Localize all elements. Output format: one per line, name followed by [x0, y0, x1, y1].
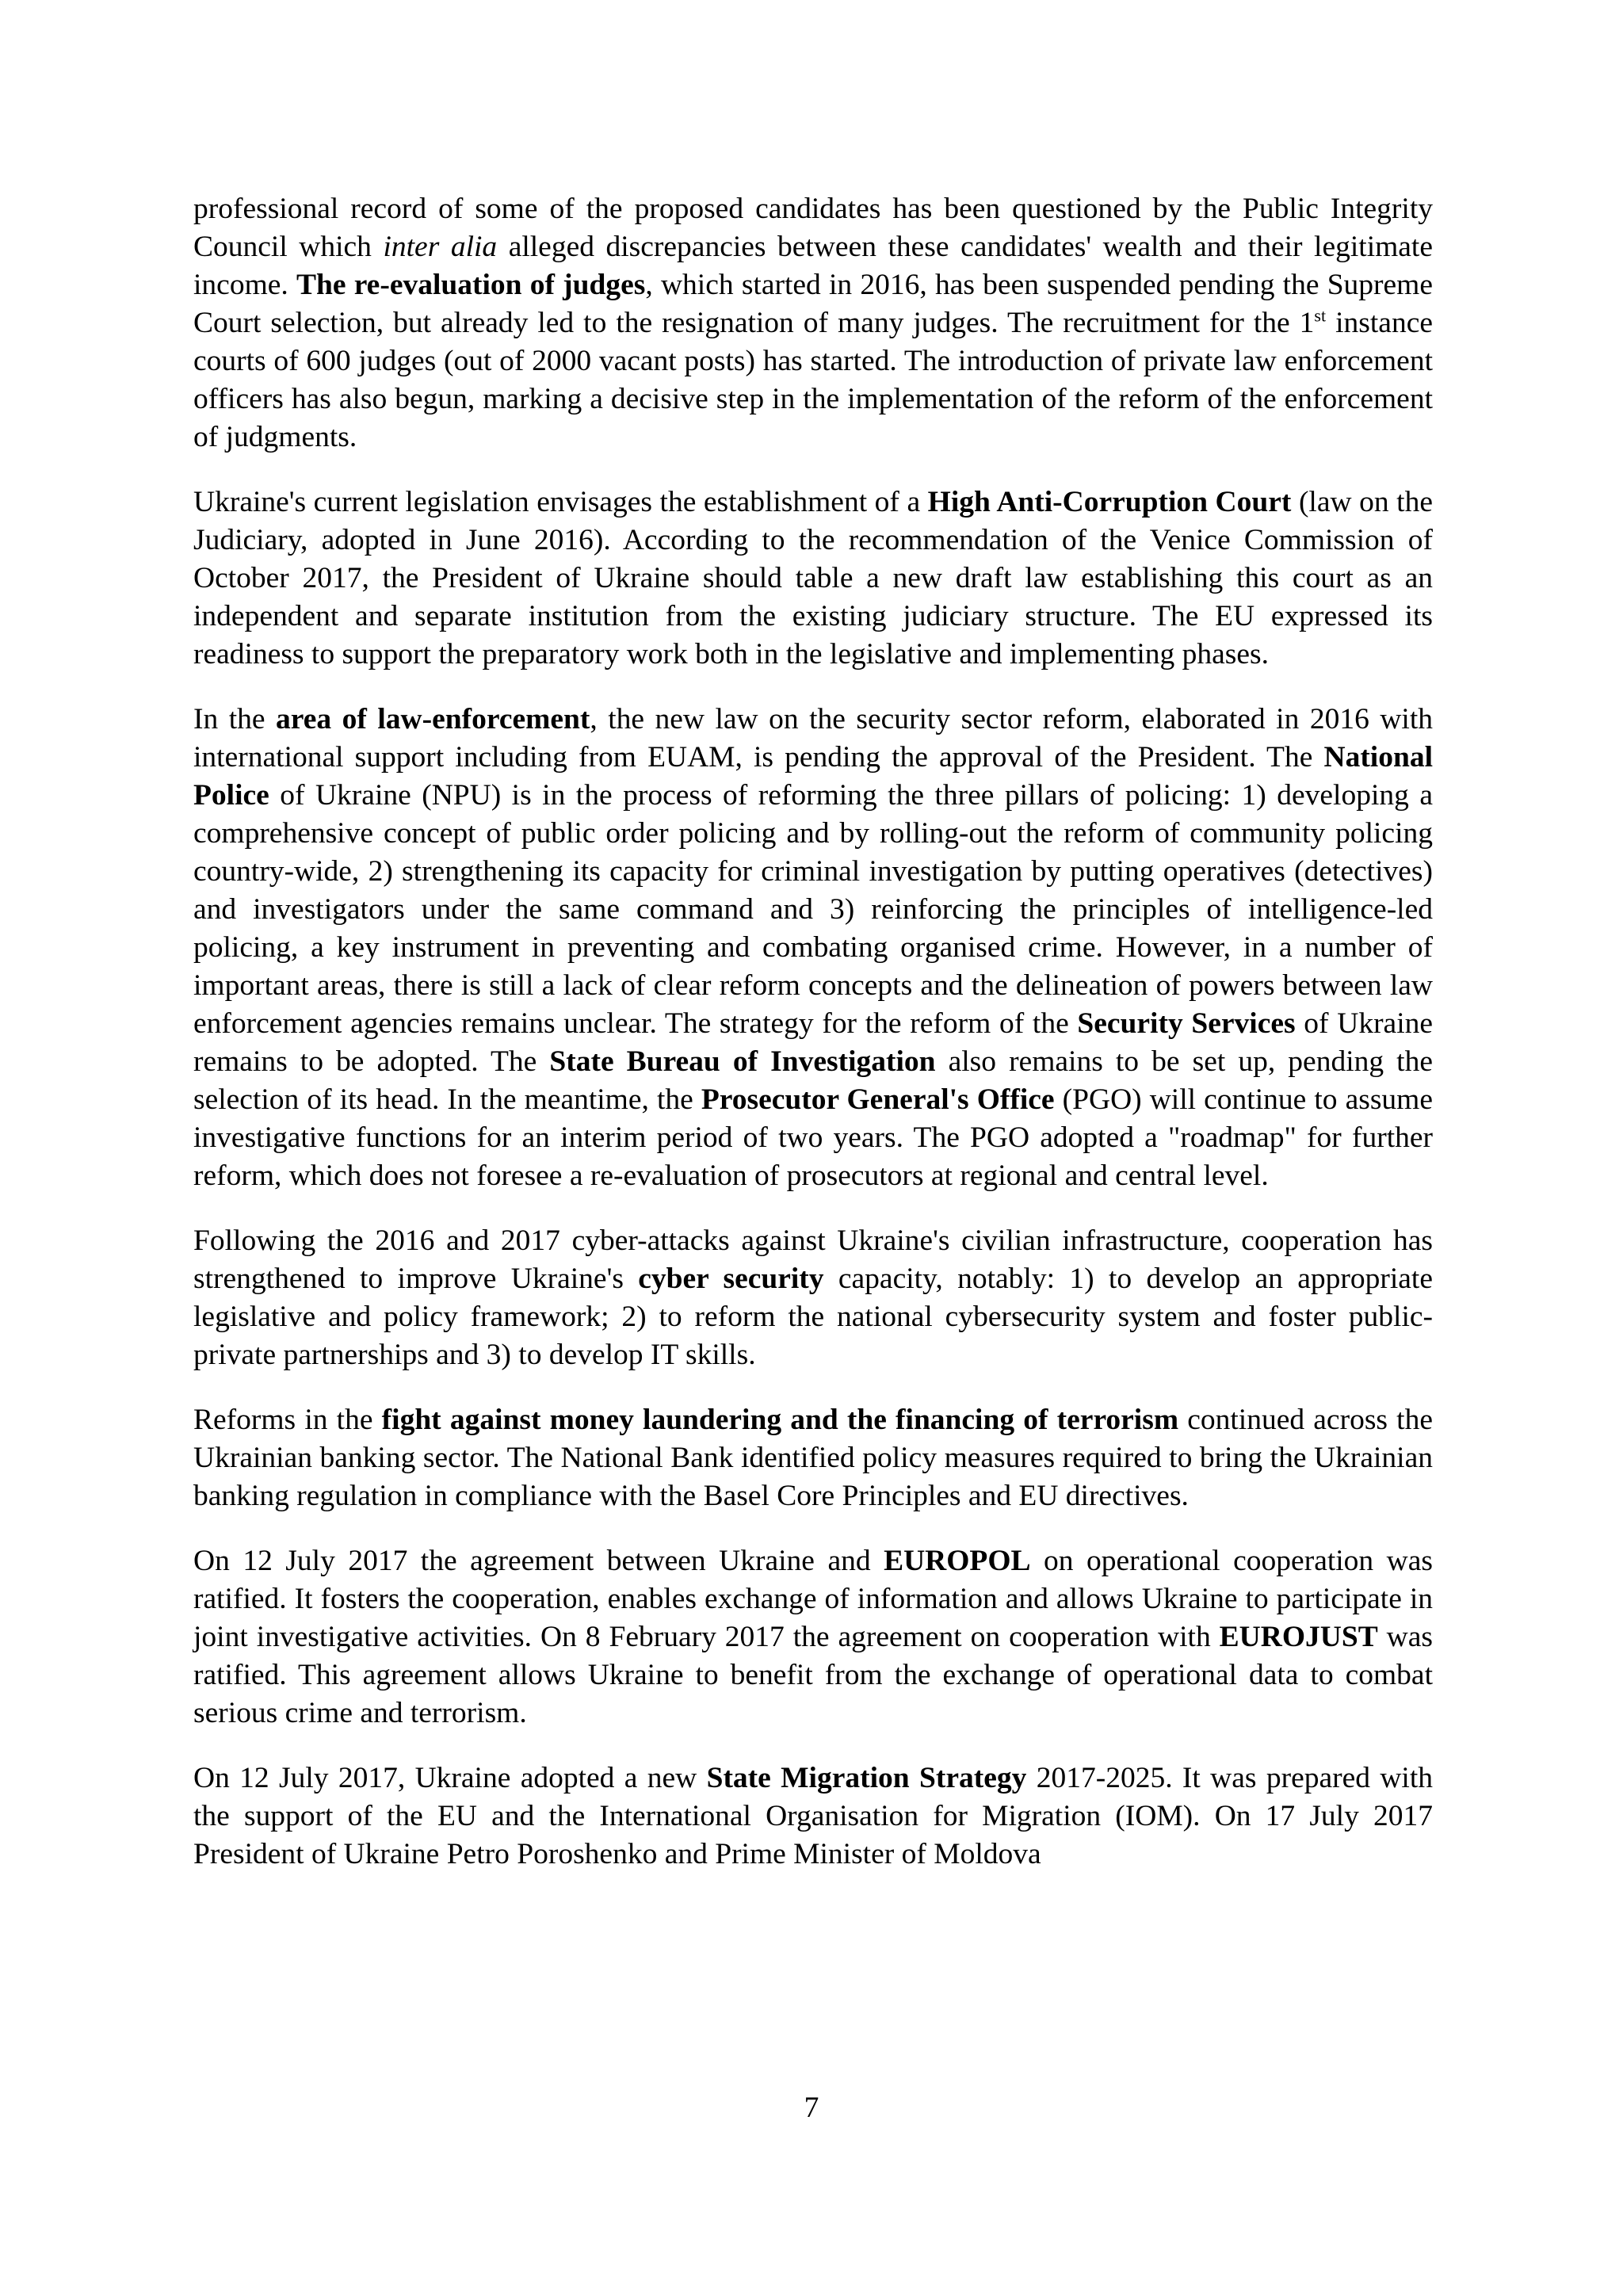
text-run: (PGO) will continue to assume investigative functions for an interim period of two years. The PGO adopted a "roadmap" for further reform, which does not foresee a re-evaluation of prosecutors at regional and central level. — [193, 1083, 1433, 1192]
text-run: instance courts of 600 judges (out of 2000 vacant posts) has started. The introduction of private law enforcement officers has also begun, marking a decisive step in the implementation of the reform of the enforcement of judgments. — [193, 307, 1433, 453]
text-run: on operational cooperation was ratified. It fosters the cooperation, enables exchange of information and allows Ukraine to participate in joint investigative activities. On 8 February 2017 the agreement on cooperation with — [193, 1545, 1433, 1653]
text-run: , which started in 2016, has been suspended pending the Supreme Court selection, but already led to the resignation of many judges. The recruitment for the 1 — [193, 269, 1433, 339]
paragraph-anti-corruption-court — [193, 483, 1433, 674]
text-run: Reforms in the — [193, 1404, 382, 1436]
text-run: (law on the Judiciary, adopted in June 2016). According to the recommendation of the Venice Commission of October 2017, the President of Ukraine should table a new draft law establishing this court as an independent and separate institution from the existing judiciary structure. The EU expressed its readiness to support the preparatory work both in the legislative and implementing phases. — [193, 486, 1433, 670]
bold-term: National Police — [193, 741, 1433, 812]
text-run: continued across the Ukrainian banking sector. The National Bank identified policy measures required to bring the Ukrainian banking regulation in compliance with the Basel Core Principles and EU directives. — [193, 1404, 1433, 1512]
italic-term: inter alia — [383, 231, 498, 263]
text-run: of Ukraine remains to be adopted. The — [193, 1007, 1434, 1078]
paragraph-law-enforcement — [193, 701, 1433, 1195]
text-run: Ukraine's current legislation envisages the establishment of a — [193, 486, 928, 518]
bold-term: EUROJUST — [1219, 1621, 1378, 1653]
text-run: , the new law on the security sector reform, elaborated in 2016 with international support including from EUAM, is pending the approval of the President. The — [193, 703, 1433, 774]
page-number: 7 — [804, 2092, 819, 2124]
text-run: Following the 2016 and 2017 cyber-attacks against Ukraine's civilian infrastructure, cooperation has strengthened to improve Ukraine's — [193, 1224, 1433, 1295]
bold-term: area of law-enforcement — [276, 703, 590, 735]
bold-term: cyber security — [638, 1263, 824, 1295]
text-run: alleged discrepancies between these candidates' wealth and their legitimate income. — [193, 231, 1433, 301]
text-run: 2017-2025. It was prepared with the support of the EU and the International Organisation for Migration (IOM). On 17 July 2017 President of Ukraine Petro Poroshenko and Prime Minister of Moldova — [193, 1762, 1433, 1870]
bold-term: The re-evaluation of judges — [296, 269, 646, 301]
superscript: st — [1314, 305, 1327, 326]
text-run: also remains to be set up, pending the selection of its head. In the meantime, the — [193, 1045, 1433, 1116]
paragraph-migration-strategy — [193, 1759, 1433, 1874]
text-run: professional record of some of the proposed candidates has been questioned by the Public Integrity Council which — [193, 193, 1433, 263]
body-text — [193, 190, 1433, 1874]
bold-term: State Migration Strategy — [706, 1762, 1027, 1794]
bold-term: State Bureau of Investigation — [549, 1045, 936, 1078]
text-run: On 12 July 2017, Ukraine adopted a new — [193, 1762, 707, 1794]
paragraph-cyber-security — [193, 1222, 1433, 1374]
text-run: of Ukraine (NPU) is in the process of reforming the three pillars of policing: 1) developing a comprehensive concept of public order policing and by rolling-out the reform of community policing country-wide, 2) strengthening its capacity for criminal investigation by putting operatives (detectives) and investigators under the same command and 3) reinforcing the principles of intelligence-led policing, a key instrument in preventing and combating organised crime. However, in a number of important areas, there is still a lack of clear reform concepts and the delineation of powers between law enforcement agencies remains unclear. The strategy for the reform of the — [193, 779, 1433, 1040]
text-run: was ratified. This agreement allows Ukraine to benefit from the exchange of operational data to combat serious crime and terrorism. — [193, 1621, 1433, 1729]
bold-term: Prosecutor General's Office — [701, 1083, 1055, 1116]
paragraph-europol-eurojust — [193, 1542, 1433, 1733]
bold-term: EUROPOL — [884, 1545, 1031, 1577]
bold-term: Security Services — [1077, 1007, 1296, 1040]
text-run: capacity, notably: 1) to develop an appropriate legislative and policy framework; 2) to reform the national cybersecurity system and foster public-private partnerships and 3) to develop IT skills. — [193, 1263, 1433, 1371]
bold-term: fight against money laundering and the financing of terrorism — [381, 1404, 1179, 1436]
paragraph-judiciary-reform — [193, 190, 1433, 457]
text-run: In the — [193, 703, 277, 735]
bold-term: High Anti-Corruption Court — [927, 486, 1292, 518]
paragraph-money-laundering — [193, 1401, 1433, 1515]
text-run: On 12 July 2017 the agreement between Ukraine and — [193, 1545, 884, 1577]
